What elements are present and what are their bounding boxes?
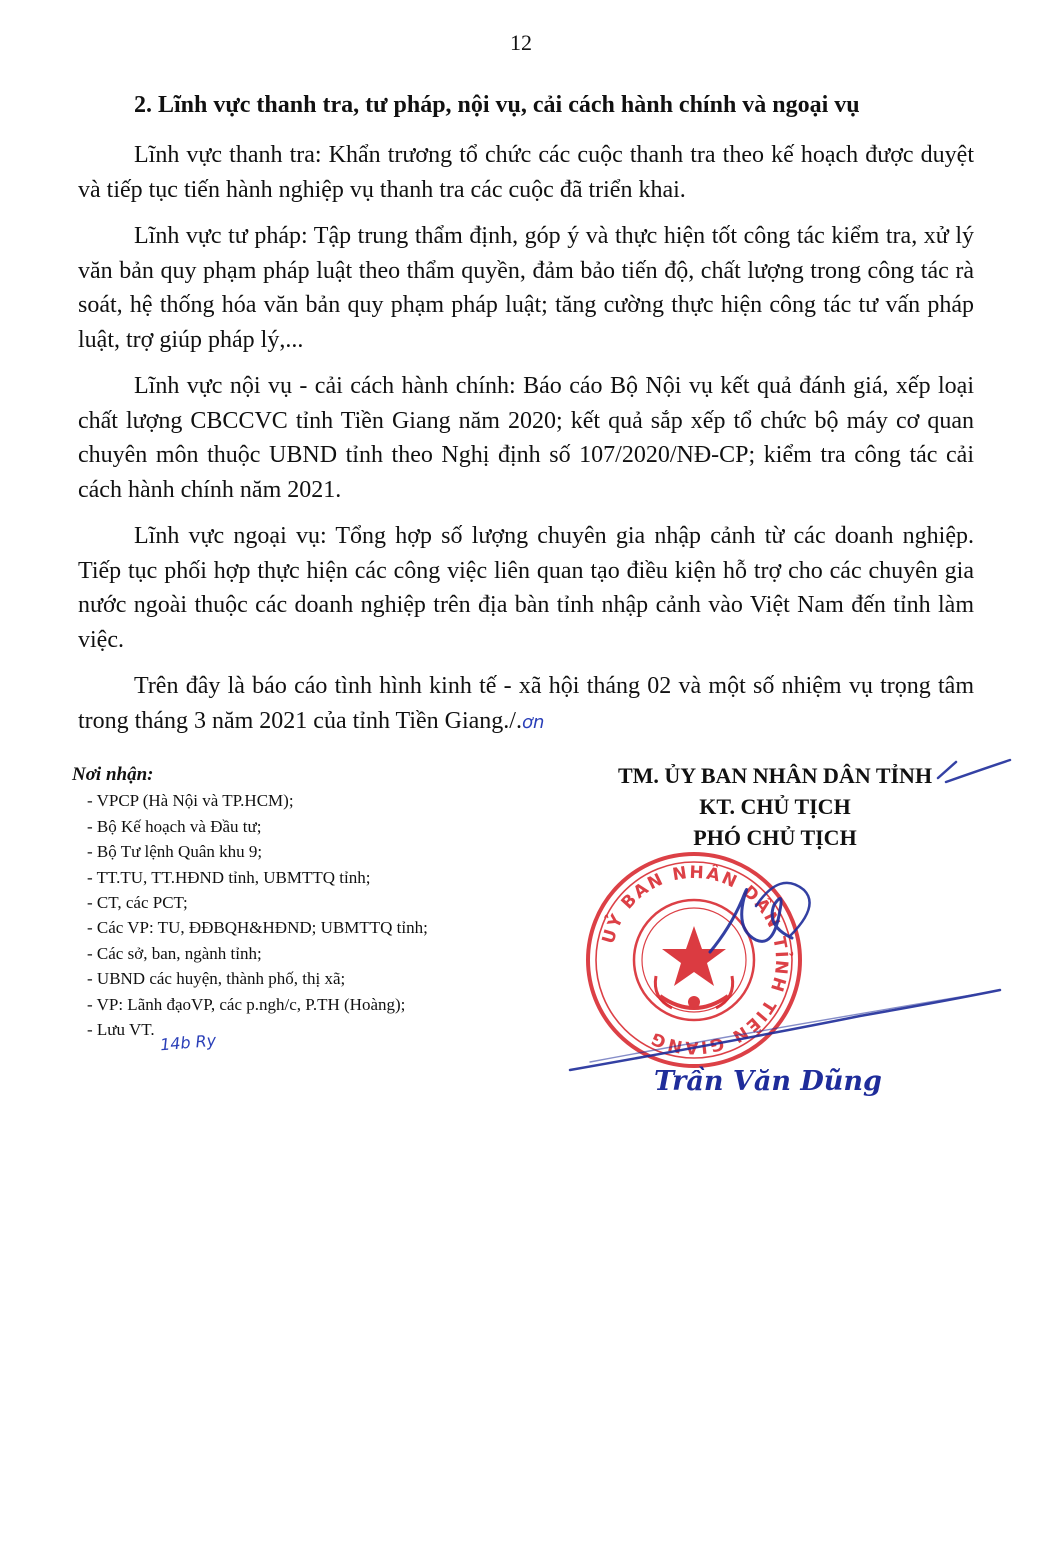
recipient-item: - Bộ Tư lệnh Quân khu 9; — [87, 842, 263, 862]
seal-text: UỶ BAN NHÂN DÂN TỈNH TIỀN GIANG — [598, 862, 792, 1058]
closing-text: Trên đây là báo cáo tình hình kinh tế - xã hội tháng 02 và một số nhiệm vụ trọng tâm trong tháng 3 năm 2021 của tỉnh Tiền Giang./. — [78, 673, 974, 734]
paragraph-internal-affairs: Lĩnh vực nội vụ - cải cách hành chính: Báo cáo Bộ Nội vụ kết quả đánh giá, xếp loại chất lượng CBCCVC tỉnh Tiền Giang năm 2020; kết quả sắp xếp tổ chức bộ máy cơ quan chuyên môn thuộc UBND tỉnh theo Nghị định số 107/2020/NĐ-CP; kiểm tra công tác cải cách hành chính năm 2021. — [78, 373, 974, 503]
signature-title-line3: PHÓ CHỦ TỊCH — [693, 825, 857, 850]
body-text — [78, 138, 974, 752]
signature-title-line2: KT. CHỦ TỊCH — [699, 794, 851, 819]
recipient-item: - UBND các huyện, thành phố, thị xã; — [87, 969, 346, 989]
recipient-item: - VP: Lãnh đạoVP, các p.ngh/c, P.TH (Hoàng); — [87, 994, 406, 1014]
recipient-item: - Các VP: TU, ĐĐBQH&HĐND; UBMTTQ tỉnh; — [87, 918, 428, 938]
section-heading: 2. Lĩnh vực thanh tra, tư pháp, nội vụ, cải cách hành chính và ngoại vụ — [134, 92, 860, 118]
recipient-item: - Các sở, ban, ngành tỉnh; — [87, 943, 262, 963]
recipient-item: - Bộ Kế hoạch và Đầu tư; — [87, 816, 262, 836]
recipient-item: - Lưu VT. — [87, 1020, 155, 1040]
handwritten-signature — [560, 740, 1020, 1080]
recipient-item: - VPCP (Hà Nội và TP.HCM); — [87, 791, 294, 811]
recipient-item: - CT, các PCT; — [87, 893, 188, 913]
recipients-list — [72, 788, 542, 1042]
signature-title-line1: TM. ỦY BAN NHÂN DÂN TỈNH — [617, 763, 933, 788]
recipient-item: - TT.TU, TT.HĐND tỉnh, UBMTTQ tỉnh; — [87, 867, 371, 887]
paragraph-inspection: Lĩnh vực thanh tra: Khẩn trương tổ chức các cuộc thanh tra theo kế hoạch được duyệt và tiếp tục tiến hành nghiệp vụ thanh tra các cuộc đã triển khai. — [78, 142, 974, 203]
recipients-title: Nơi nhận: — [72, 764, 154, 785]
closing-initial-mark: ơn — [521, 711, 545, 733]
recipients-block — [72, 762, 542, 1042]
signer-name: Trần Văn Dũng — [654, 1066, 882, 1097]
handwritten-note: 14b Ry — [159, 1030, 217, 1055]
paragraph-closing — [78, 669, 974, 740]
paragraph-foreign-affairs: Lĩnh vực ngoại vụ: Tổng hợp số lượng chuyên gia nhập cảnh từ các doanh nghiệp. Tiếp tục phối hợp thực hiện các công việc liên quan tạo điều kiện hỗ trợ cho các chuyên gia nước ngoài thuộc các doanh nghiệp trên địa bàn tỉnh nhập cảnh vào Việt Nam đến tỉnh làm việc. — [78, 523, 974, 653]
paragraph-justice: Lĩnh vực tư pháp: Tập trung thẩm định, góp ý và thực hiện tốt công tác kiểm tra, xử lý văn bản quy phạm pháp luật theo thẩm quyền, đảm bảo tiến độ, chất lượng trong công tác rà soát, hệ thống hóa văn bản quy phạm pháp luật; tăng cường thực hiện công tác tư vấn pháp luật, trợ giúp pháp lý,... — [78, 223, 974, 353]
page-number: 12 — [510, 30, 532, 55]
